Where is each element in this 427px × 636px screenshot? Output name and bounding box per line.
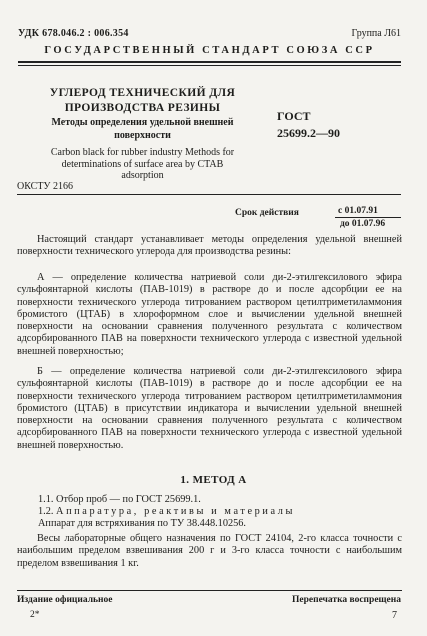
header-rule-thin: [18, 65, 401, 66]
validity-from: с 01.07.91: [338, 206, 378, 216]
clause-1-2: [38, 506, 402, 518]
reprint-label: Перепечатка воспрещена: [291, 595, 401, 605]
document-title: УГЛЕРОД ТЕХНИЧЕСКИЙ ДЛЯ ПРОИЗВОДСТВА РЕЗИНЫ: [49, 87, 236, 114]
validity-label: Срок действия: [235, 208, 299, 218]
footer-rule: [17, 590, 402, 591]
clause-1-2-equipment: Аппарат для встряхивания по ТУ 38.448.10256.: [38, 518, 247, 529]
method-a-paragraph: А — определение количества натриевой соли ди-2-этилгексилового эфира сульфоянтарной кислоты (ПАВ-1019) в растворе до и после адсорбции ее на поверхности технического углерода титрованием раствором цетилтриметиламмония бромистого (ЦТАБ) в хлороформном слое и вычислении удельной внешней поверхности на основании сравнения полученного результата с количеством адсорбированного ПАВ на поверхности технического углерода с известной удельной внешней поверхностью;: [17, 272, 402, 357]
document-subtitle: Методы определения удельной внешней поверхности: [51, 117, 234, 141]
edition-label: Издание официальное: [17, 595, 113, 605]
validity-to: до 01.07.96: [340, 219, 386, 229]
title-rule: [17, 194, 401, 195]
validity-rule: [335, 217, 401, 218]
intro-paragraph: Настоящий стандарт устанавливает методы определения удельной внешней поверхности технического углерода для производства резины:: [17, 234, 402, 258]
method-b-paragraph: Б — определение количества натриевой соли ди-2-этилгексилового эфира сульфоянтарной кислоты (ПАВ-1019) в растворе до и после адсорбции ее на поверхности технического углерода титрованием раствором цетилтриметиламмония бромистого (ЦТАБ) в присутствии индикатора и вычислении удельной внешней поверхности на основании сравнения полученного результата с количеством адсорбированного ПАВ на поверхности технического углерода с известной удельной внешней поверхностью.: [17, 366, 402, 451]
section-title: 1. МЕТОД А: [180, 474, 247, 486]
gost-label: ГОСТ: [277, 109, 311, 123]
gost-number: 25699.2—90: [277, 126, 340, 140]
scales-paragraph: Весы лабораторные общего назначения по ГОСТ 24104, 2-го класса точности с наибольшим пределом взвешивания 200 г и 3-го класса точности с наибольшим пределом взвешивания 1 кг.: [17, 533, 402, 569]
okstu-code: ОКСТУ 2166: [17, 181, 74, 192]
document-title-english: Carbon black for rubber industry Methods for determinations of surface area by CTAB adsorption: [50, 147, 235, 181]
clause-1-2-heading: Аппаратура, реактивы и материалы: [56, 506, 296, 517]
group-code: Группа Л61: [351, 28, 401, 39]
header-rule: [18, 61, 401, 63]
udk-code: УДК 678.046.2 : 006.354: [18, 28, 129, 39]
clause-1-2-number: 1.2.: [38, 506, 54, 517]
signature-mark: 2*: [30, 610, 40, 620]
clause-1-1: 1.1. Отбор проб — по ГОСТ 25699.1.: [38, 494, 201, 505]
page-number: 7: [392, 610, 397, 621]
standard-title: ГОСУДАРСТВЕННЫЙ СТАНДАРТ СОЮЗА ССР: [44, 45, 375, 56]
